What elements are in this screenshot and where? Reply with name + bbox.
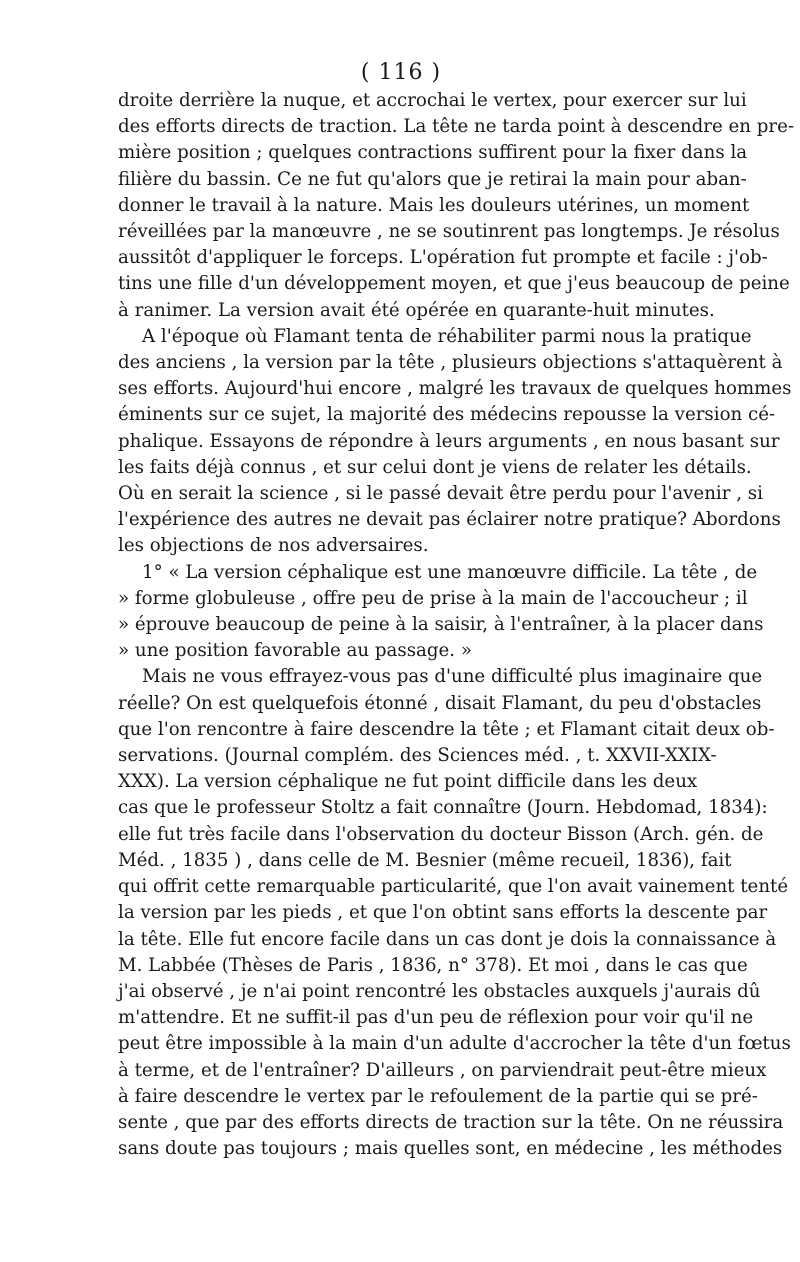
text-line: à terme, et de l'entraîner? D'ailleurs , on parviendrait peut-être mieux	[118, 1059, 767, 1081]
text-line: M. Labbée (Thèses de Paris , 1836, n° 378). Et moi , dans le cas que	[118, 954, 748, 976]
text-line: peut être impossible à la main d'un adulte d'accrocher la tête d'un fœtus	[118, 1033, 791, 1055]
text-line: à ranimer. La version avait été opérée en quarante-huit minutes.	[118, 299, 715, 321]
text-line: aussitôt d'appliquer le forceps. L'opération fut prompte et facile : j'ob-	[118, 247, 768, 269]
text-line: éminents sur ce sujet, la majorité des médecins repousse la version cé-	[118, 404, 776, 426]
text-line: tins une fille d'un développement moyen, et que j'eus beaucoup de peine	[118, 273, 790, 295]
text-line: réelle? On est quelquefois étonné , disait Flamant, du peu d'obstacles	[118, 692, 762, 714]
text-line: que l'on rencontre à faire descendre la tête ; et Flamant citait deux ob-	[118, 718, 775, 740]
text-line: Où en serait la science , si le passé devait être perdu pour l'avenir , si	[118, 483, 763, 505]
text-line: sans doute pas toujours ; mais quelles sont, en médecine , les méthodes	[118, 1138, 783, 1160]
text-line: la version par les pieds , et que l'on obtint sans efforts la descente par	[118, 902, 768, 924]
text-line: qui offrit cette remarquable particularité, que l'on avait vainement tenté	[118, 876, 789, 898]
text-line: donner le travail à la nature. Mais les douleurs utérines, un moment	[118, 194, 750, 216]
text-line: filière du bassin. Ce ne fut qu'alors que je retirai la main pour aban-	[118, 168, 747, 190]
text-line: l'expérience des autres ne devait pas éclairer notre pratique? Abordons	[118, 509, 781, 531]
text-line: sente , que par des efforts directs de traction sur la tête. On ne réussira	[118, 1111, 784, 1133]
text-line: des anciens , la version par la tête , plusieurs objections s'attaquèrent à	[118, 352, 783, 374]
text-line: à faire descendre le vertex par le refoulement de la partie qui se pré-	[118, 1085, 758, 1107]
text-line: des efforts directs de traction. La tête ne tarda point à descendre en pre-	[118, 116, 794, 138]
text-line: les objections de nos adversaires.	[118, 535, 429, 557]
text-line: la tête. Elle fut encore facile dans un cas dont je dois la connaissance à	[118, 928, 777, 950]
text-line: Méd. , 1835 ) , dans celle de M. Besnier (même recueil, 1836), fait	[118, 849, 732, 871]
text-line: servations. (Journal complém. des Sciences méd. , t. XXVII-XXIX-	[118, 745, 717, 767]
book-page	[118, 60, 794, 1162]
text-line: A l'époque où Flamant tenta de réhabiliter parmi nous la pratique	[142, 325, 752, 347]
text-line: » forme globuleuse , offre peu de prise à la main de l'accoucheur ; il	[118, 587, 748, 609]
text-line: réveillées par la manœuvre , ne se soutinrent pas longtemps. Je résolus	[118, 221, 780, 243]
text-line: m'attendre. Et ne suffit-il pas d'un peu de réflexion pour voir qu'il ne	[118, 1007, 754, 1029]
body-text	[118, 88, 794, 1162]
text-line: XXX). La version céphalique ne fut point difficile dans les deux	[118, 771, 698, 793]
text-line: cas que le professeur Stoltz a fait connaître (Journ. Hebdomad, 1834):	[118, 797, 768, 819]
text-line: les faits déjà connus , et sur celui dont je viens de relater les détails.	[118, 456, 752, 478]
text-line: 1° « La version céphalique est une manœuvre difficile. La tête , de	[142, 561, 758, 583]
text-line: Mais ne vous effrayez-vous pas d'une difficulté plus imaginaire que	[142, 666, 763, 688]
text-line: mière position ; quelques contractions suffirent pour la fixer dans la	[118, 142, 748, 164]
text-line: droite derrière la nuque, et accrochai le vertex, pour exercer sur lui	[118, 90, 747, 111]
text-line: j'ai observé , je n'ai point rencontré les obstacles auxquels j'aurais dû	[118, 980, 761, 1002]
text-line: » éprouve beaucoup de peine à la saisir, à l'entraîner, à la placer dans	[118, 614, 764, 636]
page-number: ( 116 )	[360, 60, 442, 85]
text-line: elle fut très facile dans l'observation du docteur Bisson (Arch. gén. de	[118, 823, 764, 845]
text-line: ses efforts. Aujourd'hui encore , malgré les travaux de quelques hommes	[118, 378, 792, 400]
text-line: phalique. Essayons de répondre à leurs arguments , en nous basant sur	[118, 430, 780, 452]
text-line: » une position favorable au passage. »	[118, 640, 472, 662]
